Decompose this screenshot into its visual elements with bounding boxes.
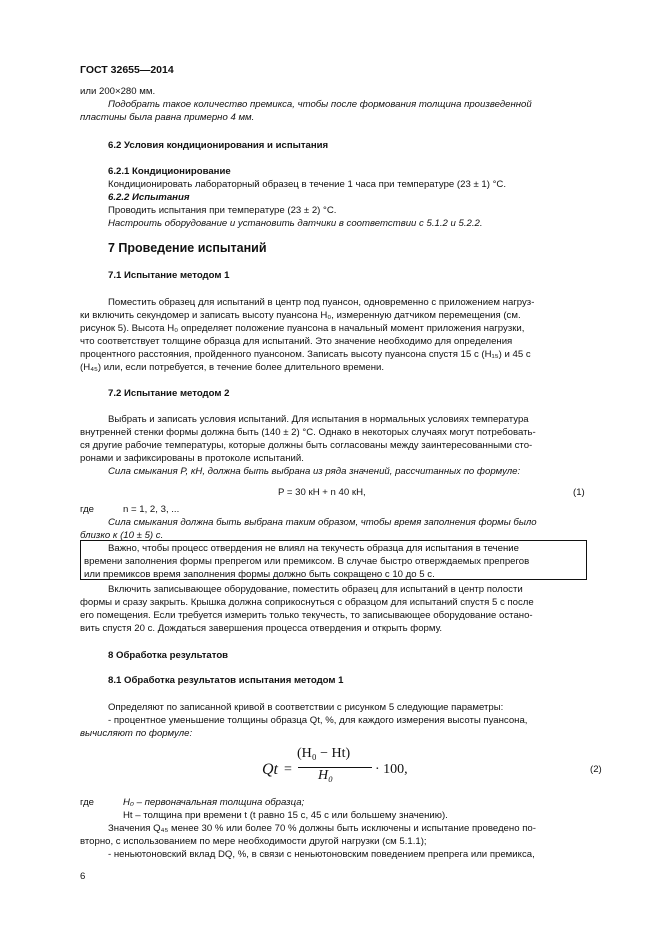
s71-line: ки включить секундомер и записать высоту пуансона H₀, измеренную датчиком перемещения (см.	[80, 310, 521, 321]
note-line: или премиксов время заполнения формы должно быть сокращено с 10 до 5 с.	[84, 569, 435, 580]
formula-2-numerator: (H₀ − Ht)	[297, 746, 351, 761]
s81-line: - процентное уменьшение толщины образца Qt, %, для каждого измерения высоты пуансона,	[108, 715, 528, 726]
s72-line: внутренней стенки формы должна быть (140 ± 2) °С. Однако в некоторых случаях могут потребовать-	[80, 427, 536, 438]
formula-1-number: (1)	[573, 487, 585, 498]
section-6-2-1-title: 6.2.1 Кондиционирование	[108, 166, 231, 177]
note-line: времени заполнения формы препрегом или премиксом. В случае быстро отверждаемых препрегов	[84, 556, 530, 567]
after-note-line: формы и сразу закрыть. Крышка должна соприкоснуться с образцом для испытаний спустя 5 с после	[80, 597, 534, 608]
s81-line: вычисляют по формуле:	[80, 728, 193, 739]
s71-line: рисунок 5). Высота H₀ определяет положение пуансона в начальный момент приложения нагрузки,	[80, 323, 525, 334]
section-7-title: 7 Проведение испытаний	[108, 241, 267, 255]
formula-2	[262, 746, 412, 792]
s72-line: ронами и зафиксированы в протоколе испытаний.	[80, 453, 304, 464]
formula-2-equals: =	[284, 762, 292, 777]
s72-line: Выбрать и записать условия испытаний. Для испытания в нормальных условиях температура	[108, 414, 529, 425]
formula-2-tail: · 100,	[375, 762, 408, 777]
s71-line: процентного расстояния, пройденного пуансоном. Записать высоту пуансона спустя 15 с (H₁₅) и 45 с	[80, 349, 531, 360]
s72-line: ся другие рабочие температуры, которые должны быть согласованы между заинтересованными сто-	[80, 440, 533, 451]
section-6-2-title: 6.2 Условия кондиционирования и испытания	[108, 140, 329, 151]
where-label: где	[80, 504, 95, 515]
s71-line: (H₄₅) или, если потребуется, в течение более длительного времени.	[80, 362, 385, 373]
formula-2-lhs: Qt	[262, 761, 278, 778]
page-number: 6	[80, 871, 86, 882]
after-note-line: вить спустя 20 с. Дождаться завершения процесса отвердения и открыть форму.	[80, 623, 443, 634]
s71-line: Поместить образец для испытаний в центр под пуансон, одновременно с приложением нагруз-	[108, 297, 535, 308]
section-6-2-2-text-2: Настроить оборудование и установить датчики в соответствии с 5.1.2 и 5.2.2.	[108, 218, 483, 229]
after-formula-line: Сила смыкания должна быть выбрана таким образом, чтобы время заполнения формы было	[108, 517, 537, 528]
intro-line-1: или 200×280 мм.	[80, 86, 156, 97]
note-line: Важно, чтобы процесс отвердения не влиял на текучесть образца для испытания в течение	[108, 543, 519, 554]
section-8-title: 8 Обработка результатов	[108, 650, 229, 661]
after-formula-line: близко к (10 ± 5) с.	[80, 530, 164, 541]
section-7-2-title: 7.2 Испытание методом 2	[108, 388, 230, 399]
section-8-1-title: 8.1 Обработка результатов испытания методом 1	[108, 675, 344, 686]
tail-line: - неньютоновский вклад DQ, %, в связи с неньютоновским поведением препрега или премикса,	[108, 849, 535, 860]
where-text: n = 1, 2, 3, ...	[123, 504, 180, 515]
after-note-line: его помещения. Если требуется измерить только текучесть, то записывающее оборудование остано-	[80, 610, 533, 621]
section-6-2-1-text: Кондиционировать лабораторный образец в течение 1 часа при температуре (23 ± 1) °С.	[108, 179, 507, 190]
section-6-2-2-text: Проводить испытания при температуре (23 ± 2) °С.	[108, 205, 337, 216]
after-note-line: Включить записывающее оборудование, поместить образец для испытаний в центр полости	[108, 584, 523, 595]
formula-2-fraction-bar	[298, 767, 372, 768]
where-line: H₀ – первоначальная толщина образца;	[123, 797, 305, 808]
where-label: где	[80, 797, 95, 808]
formula-2-denominator: H₀	[318, 768, 333, 783]
s81-line: Определяют по записанной кривой в соответствии с рисунком 5 следующие параметры:	[108, 702, 504, 713]
intro-line-3: пластины была равна примерно 4 мм.	[80, 112, 255, 123]
s71-line: что соответствует толщине образца для испытаний. Это значение необходимо для определения	[80, 336, 513, 347]
section-7-1-title: 7.1 Испытание методом 1	[108, 270, 230, 281]
tail-line: вторно, с использованием по мере необходимости другой нагрузки (см 5.1.1);	[80, 836, 427, 847]
formula-2-number: (2)	[590, 764, 602, 775]
section-6-2-2-title: 6.2.2 Испытания	[108, 192, 190, 203]
s72-line: Сила смыкания P, кН, должна быть выбрана из ряда значений, рассчитанных по формуле:	[108, 466, 521, 477]
document-header: ГОСТ 32655—2014	[80, 64, 174, 76]
where-line: Ht – толщина при времени t (t равно 15 с, 45 с или большему значению).	[123, 810, 448, 821]
formula-1: P = 30 кН + n 40 кН,	[278, 487, 366, 498]
intro-line-2: Подобрать такое количество премикса, чтобы после формования толщина произведенной	[108, 99, 532, 110]
tail-line: Значения Q₄₅ менее 30 % или более 70 % должны быть исключены и испытание проведено по-	[108, 823, 536, 834]
